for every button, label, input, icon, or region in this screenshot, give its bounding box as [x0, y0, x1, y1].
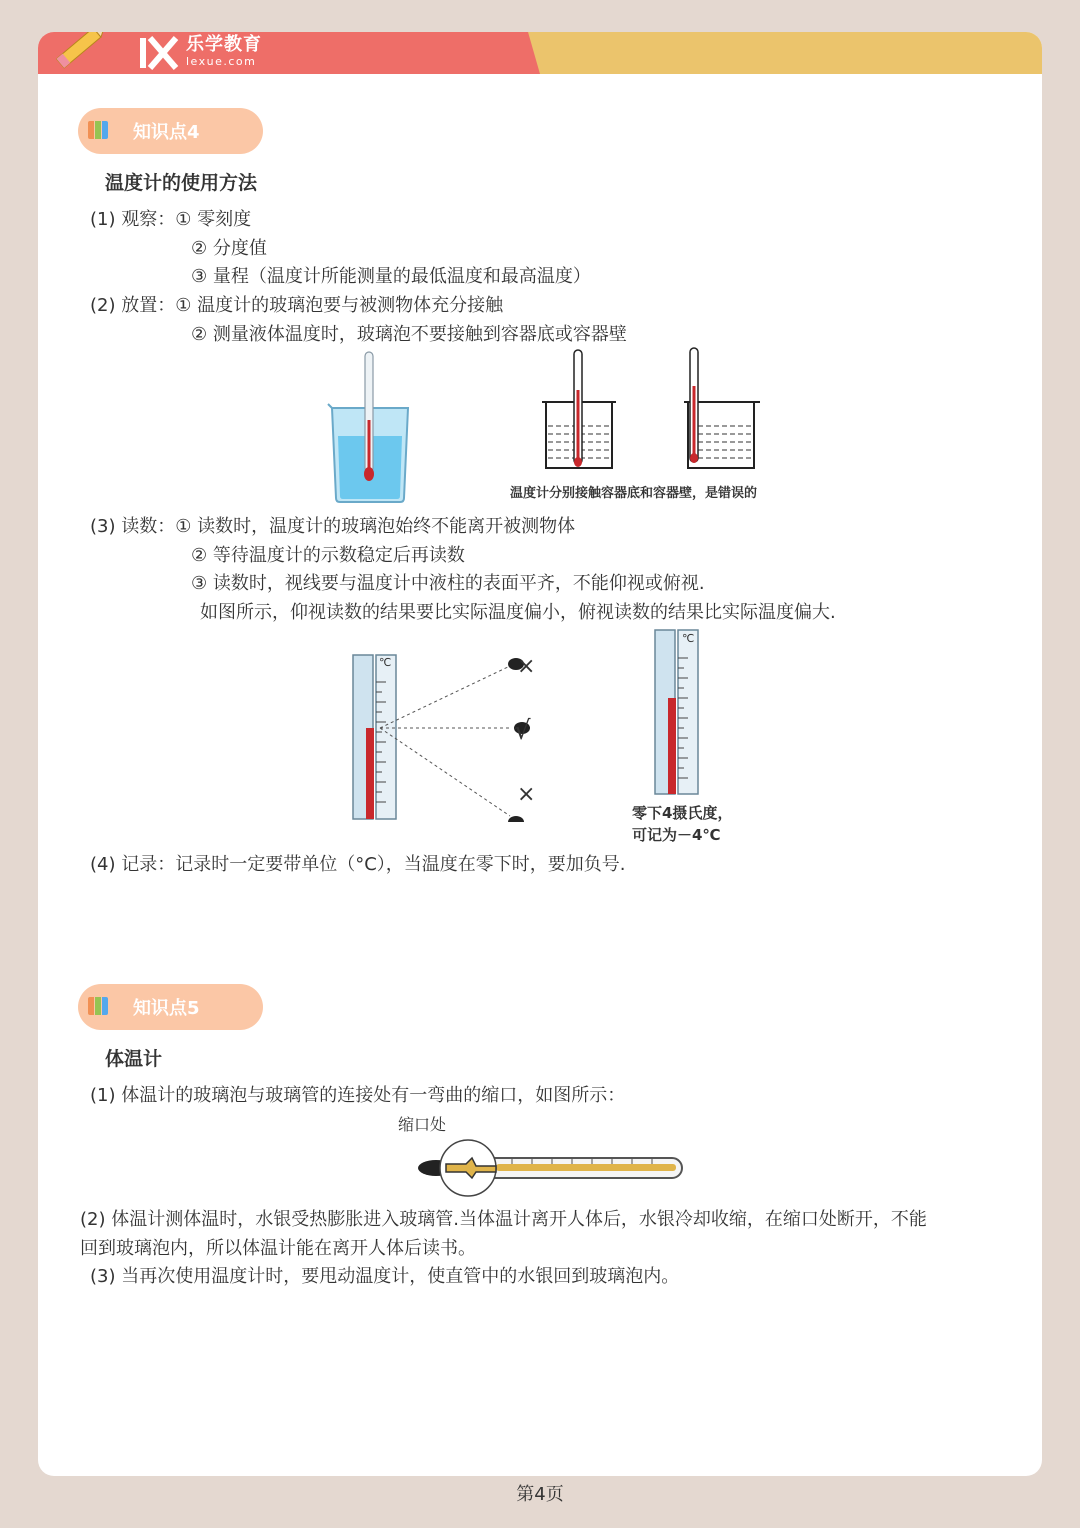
brand-name-cn: 乐学教育 — [186, 34, 262, 55]
section-title: 温度计的使用方法 — [105, 172, 258, 194]
read-line-2: ② 等待温度计的示数稳定后再读数 — [191, 545, 465, 566]
brand-logo — [186, 36, 262, 67]
observe-line-1: (1) 观察：① 零刻度 — [90, 209, 252, 230]
mark-level: √ — [514, 716, 531, 746]
badge-label: 知识点5 — [133, 998, 200, 1019]
clinical-line-3: 回到玻璃泡内，所以体温计能在离开人体后读书。 — [80, 1238, 476, 1259]
mark-look-down: × — [517, 782, 536, 807]
lexue-logo-icon — [138, 36, 180, 70]
blocks-icon — [88, 997, 108, 1015]
read-line-4: 如图所示，仰视读数的结果要比实际温度偏小，俯视读数的结果比实际温度偏大. — [200, 602, 836, 623]
read-line-1: (3) 读数：① 读数时，温度计的玻璃泡始终不能离开被测物体 — [90, 516, 576, 537]
page-card — [38, 32, 1042, 1476]
brand-name-en: lexue.com — [186, 55, 257, 68]
read-line-3: ③ 读数时，视线要与温度计中液柱的表面平齐，不能仰视或俯视. — [191, 573, 705, 594]
clinical-line-4: (3) 当再次使用温度计时，要甩动温度计，使直管中的水银回到玻璃泡内。 — [90, 1266, 680, 1287]
clinical-thermometer-figure — [416, 1136, 688, 1200]
observe-line-2: ② 分度值 — [191, 238, 267, 259]
clinical-line-1: (1) 体温计的玻璃泡与玻璃管的连接处有一弯曲的缩口，如图所示： — [90, 1085, 626, 1106]
section-title: 体温计 — [105, 1048, 163, 1070]
wrong-placement-figure — [538, 346, 760, 472]
observe-line-3: ③ 量程（温度计所能测量的最低温度和最高温度） — [191, 266, 591, 287]
below-zero-caption-1: 零下4摄氏度， — [632, 804, 733, 822]
place-line-1: (2) 放置：① 温度计的玻璃泡要与被测物体充分接触 — [90, 295, 504, 316]
badge-label: 知识点4 — [133, 122, 200, 143]
wrong-placement-caption: 温度计分别接触容器底和容器壁，是错误的 — [510, 486, 758, 501]
below-zero-thermometer-figure — [652, 628, 702, 796]
unit-label-2: ℃ — [682, 632, 695, 645]
page-number: 第4页 — [516, 1484, 564, 1505]
clinical-line-2: (2) 体温计测体温时，水银受热膨胀进入玻璃管.当体温计离开人体后，水银冷却收缩，在缩口处断开，不能 — [80, 1209, 927, 1230]
place-line-2: ② 测量液体温度时，玻璃泡不要接触到容器底或容器壁 — [191, 324, 627, 345]
knowledge-point-4-badge — [78, 108, 263, 154]
mark-look-up: × — [517, 654, 536, 679]
record-line: (4) 记录：记录时一定要带单位（°C），当温度在零下时，要加负号. — [90, 854, 626, 875]
blocks-icon — [88, 121, 108, 139]
below-zero-caption-2: 可记为－4℃ — [632, 826, 721, 844]
unit-label: ℃ — [379, 656, 392, 669]
pencil-icon — [46, 32, 116, 74]
knowledge-point-5-badge — [78, 984, 263, 1030]
beaker-thermometer-figure — [320, 350, 420, 504]
constriction-label: 缩口处 — [398, 1115, 447, 1134]
